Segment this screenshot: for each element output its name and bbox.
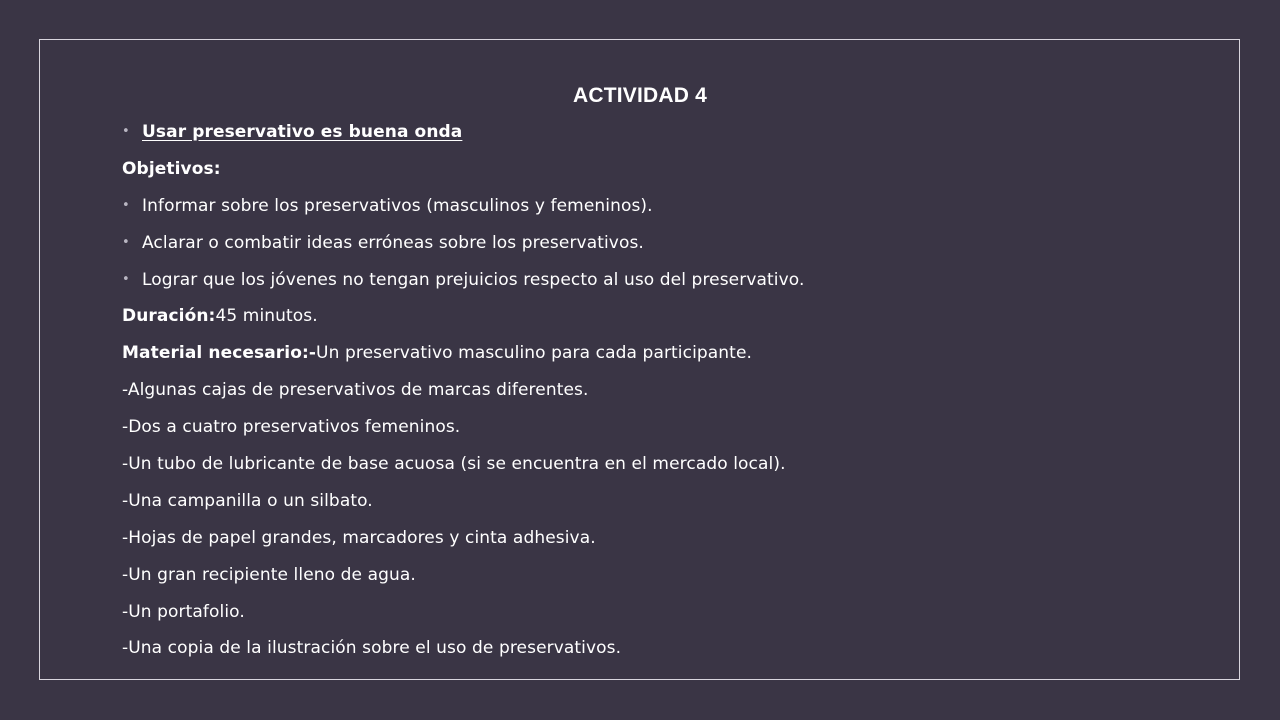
duration-value: 45 minutos. xyxy=(215,306,318,327)
objective-text: Lograr que los jóvenes no tengan prejuicios respecto al uso del preservativo. xyxy=(142,269,805,290)
material-item: -Un tubo de lubricante de base acuosa (si se encuentra en el mercado local). xyxy=(122,454,786,475)
material-item: -Dos a cuatro preservativos femeninos. xyxy=(122,417,461,438)
subtitle-line xyxy=(122,118,1222,155)
slide-content xyxy=(122,118,1222,671)
material-item: -Algunas cajas de preservativos de marcas diferentes. xyxy=(122,380,589,401)
objective-item xyxy=(122,266,1222,303)
material-line xyxy=(122,339,1222,376)
objective-item xyxy=(122,229,1222,266)
material-item: -Hojas de papel grandes, marcadores y cinta adhesiva. xyxy=(122,527,596,548)
material-item: -Una campanilla o un silbato. xyxy=(122,490,373,511)
objective-text: Aclarar o combatir ideas erróneas sobre los preservativos. xyxy=(142,232,644,253)
objectives-label: Objetivos: xyxy=(122,158,221,179)
duration-line xyxy=(122,302,1222,339)
material-item: -Un gran recipiente lleno de agua. xyxy=(122,564,416,585)
material-item: -Un portafolio. xyxy=(122,601,245,622)
bullet-icon: • xyxy=(122,124,130,139)
material-first: Un preservativo masculino para cada participante. xyxy=(316,343,753,364)
objective-item xyxy=(122,192,1222,229)
objective-text: Informar sobre los preservativos (masculinos y femeninos). xyxy=(142,195,653,216)
activity-subtitle: Usar preservativo es buena onda xyxy=(142,122,463,142)
material-item: -Una copia de la ilustración sobre el uso de preservativos. xyxy=(122,638,622,659)
bullet-icon: • xyxy=(122,234,130,250)
duration-label: Duración: xyxy=(122,306,216,327)
bullet-icon: • xyxy=(122,197,130,213)
bullet-icon: • xyxy=(122,271,130,287)
slide-title: ACTIVIDAD 4 xyxy=(572,84,708,107)
material-label: Material necesario:- xyxy=(122,343,317,364)
